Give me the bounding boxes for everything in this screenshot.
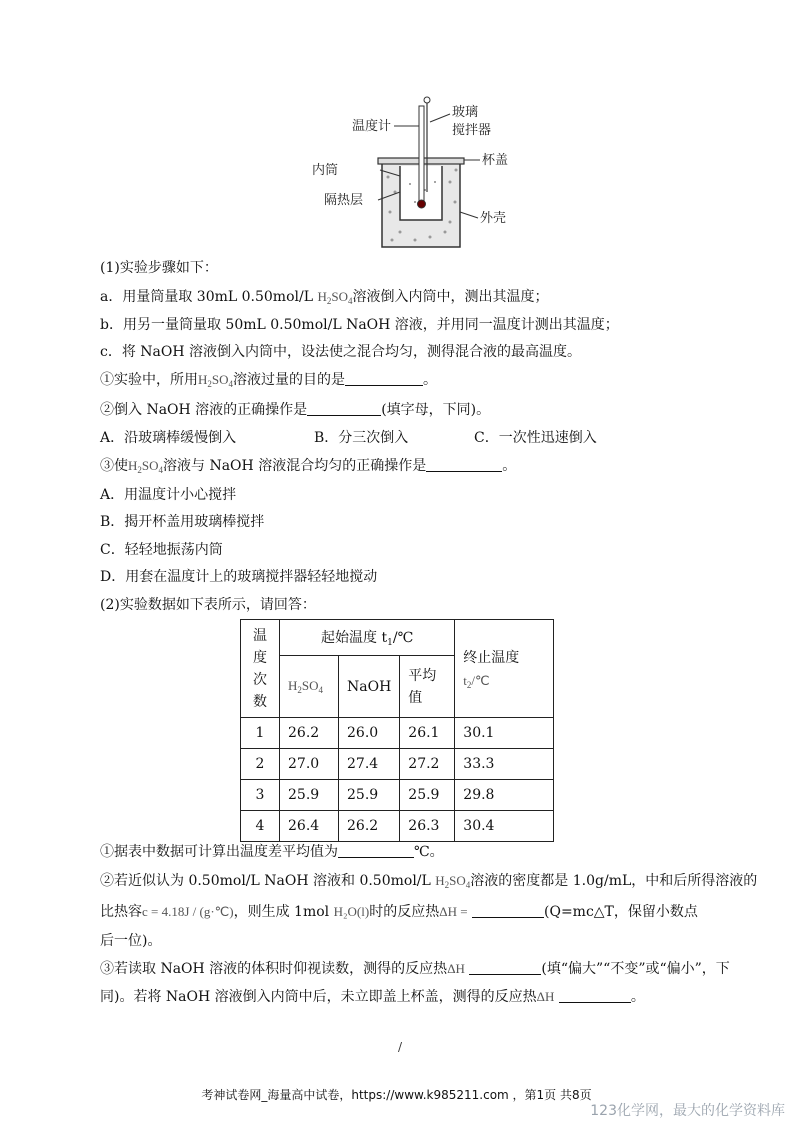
label-insulation: 隔热层 (324, 193, 364, 208)
table-corner-header: 温度次数 (241, 620, 280, 718)
page-separator: / (398, 1040, 403, 1054)
answer-blank[interactable] (345, 371, 423, 386)
answer-2-line1: ②若近似认为 0.50mol/L NaOH 溶液和 0.50mol/L $H_2SO_4$溶液的密度都是 1.0g/mL，中和后所得溶液的 (100, 873, 758, 890)
col-h2so4-header: $H_2SO_4$ (280, 656, 339, 718)
answer-blank[interactable] (472, 903, 544, 918)
answer-2-line3: 后一位)。 (100, 933, 162, 949)
page-footer: 考神试卷网_海量高中试卷，https://www.k985211.com ，第1页 共8页 (201, 1088, 592, 1102)
table-row: 2 27.0 27.4 27.2 33.3 (241, 749, 554, 780)
answer-blank[interactable] (307, 401, 381, 416)
step-b: b．用另一量筒量取 50mL 0.50mol/L NaOH 溶液，并用同一温度计测出其温度； (100, 317, 619, 333)
end-temp-header: 终止温度 $t_2/℃$ (455, 620, 554, 718)
label-glass: 玻璃 (452, 105, 479, 120)
label-stirrer: 搅拌器 (452, 123, 492, 138)
calorimeter-figure (300, 92, 520, 252)
option-c: C．一次性迅速倒入 (474, 430, 597, 446)
table-row: 4 26.4 26.2 26.3 30.4 (241, 811, 554, 842)
start-temp-header: 起始温度 $t_1/℃$ (280, 620, 455, 656)
h2so4-formula: $H_2SO_4$ (317, 289, 353, 306)
question-1: ①实验中，所用$H_2SO_4$溶液过量的目的是 。 (100, 372, 438, 389)
label-inner-cup: 内筒 (312, 163, 339, 178)
answer-3-line1: ③若读取 NaOH 溶液的体积时仰视读数，测得的反应热ΔH (填“偏大”“不变”或“偏小”，下 (100, 961, 730, 977)
option-b: B．分三次倒入 (314, 430, 409, 446)
label-lid: 杯盖 (482, 153, 509, 168)
part2-heading: (2)实验数据如下表所示，请回答： (100, 597, 316, 613)
table-row: 1 26.2 26.0 26.1 30.1 (241, 718, 554, 749)
step-a: a．用量筒量取 30mL 0.50mol/L $H_2SO_4$溶液倒入内筒中，测出其温度； (100, 289, 549, 306)
steps-heading: (1)实验步骤如下： (100, 260, 218, 276)
table-row: 3 25.9 25.9 25.9 29.8 (241, 780, 554, 811)
question-2: ②倒入 NaOH 溶液的正确操作是 (填字母，下同)。 (100, 402, 491, 418)
col-avg-header: 平均值 (400, 656, 455, 718)
question-3-option-c: C．轻轻地振荡内筒 (100, 542, 223, 558)
watermark: 123化学网，最大的化学资料库 (590, 1103, 785, 1119)
col-naoh-header: NaOH (339, 656, 400, 718)
question-3: ③使$H_2SO_4$溶液与 NaOH 溶液混合均匀的正确操作是 。 (100, 458, 517, 475)
step-c: c．将 NaOH 溶液倒入内筒中，设法使之混合均匀，测得混合液的最高温度。 (100, 344, 582, 360)
label-thermometer: 温度计 (352, 119, 392, 134)
label-shell: 外壳 (480, 211, 507, 226)
answer-blank[interactable] (426, 457, 502, 472)
question-3-option-a: A．用温度计小心搅拌 (100, 487, 237, 503)
question-3-option-d: D．用套在温度计上的玻璃搅拌器轻轻地搅动 (100, 569, 378, 585)
answer-blank[interactable] (559, 988, 631, 1003)
question-2-options (100, 429, 597, 447)
answer-blank[interactable] (469, 960, 541, 975)
question-3-option-b: B．揭开杯盖用玻璃棒搅拌 (100, 514, 265, 530)
answer-1: ①据表中数据可计算出温度差平均值为 ℃。 (100, 844, 444, 860)
option-a: A．沿玻璃棒缓慢倒入 (100, 430, 237, 446)
thermometer (419, 106, 424, 206)
data-table (240, 619, 554, 842)
answer-3-line2: 同)。若将 NaOH 溶液倒入内筒中后，未立即盖上杯盖，测得的反应热ΔH 。 (100, 989, 645, 1005)
answer-2-line2: 比热容c = 4.18J / (g·℃)，则生成 1mol H₂O(l)时的反应热ΔH = (Q=mc△T，保留小数点 (100, 904, 698, 920)
answer-blank[interactable] (338, 843, 414, 858)
